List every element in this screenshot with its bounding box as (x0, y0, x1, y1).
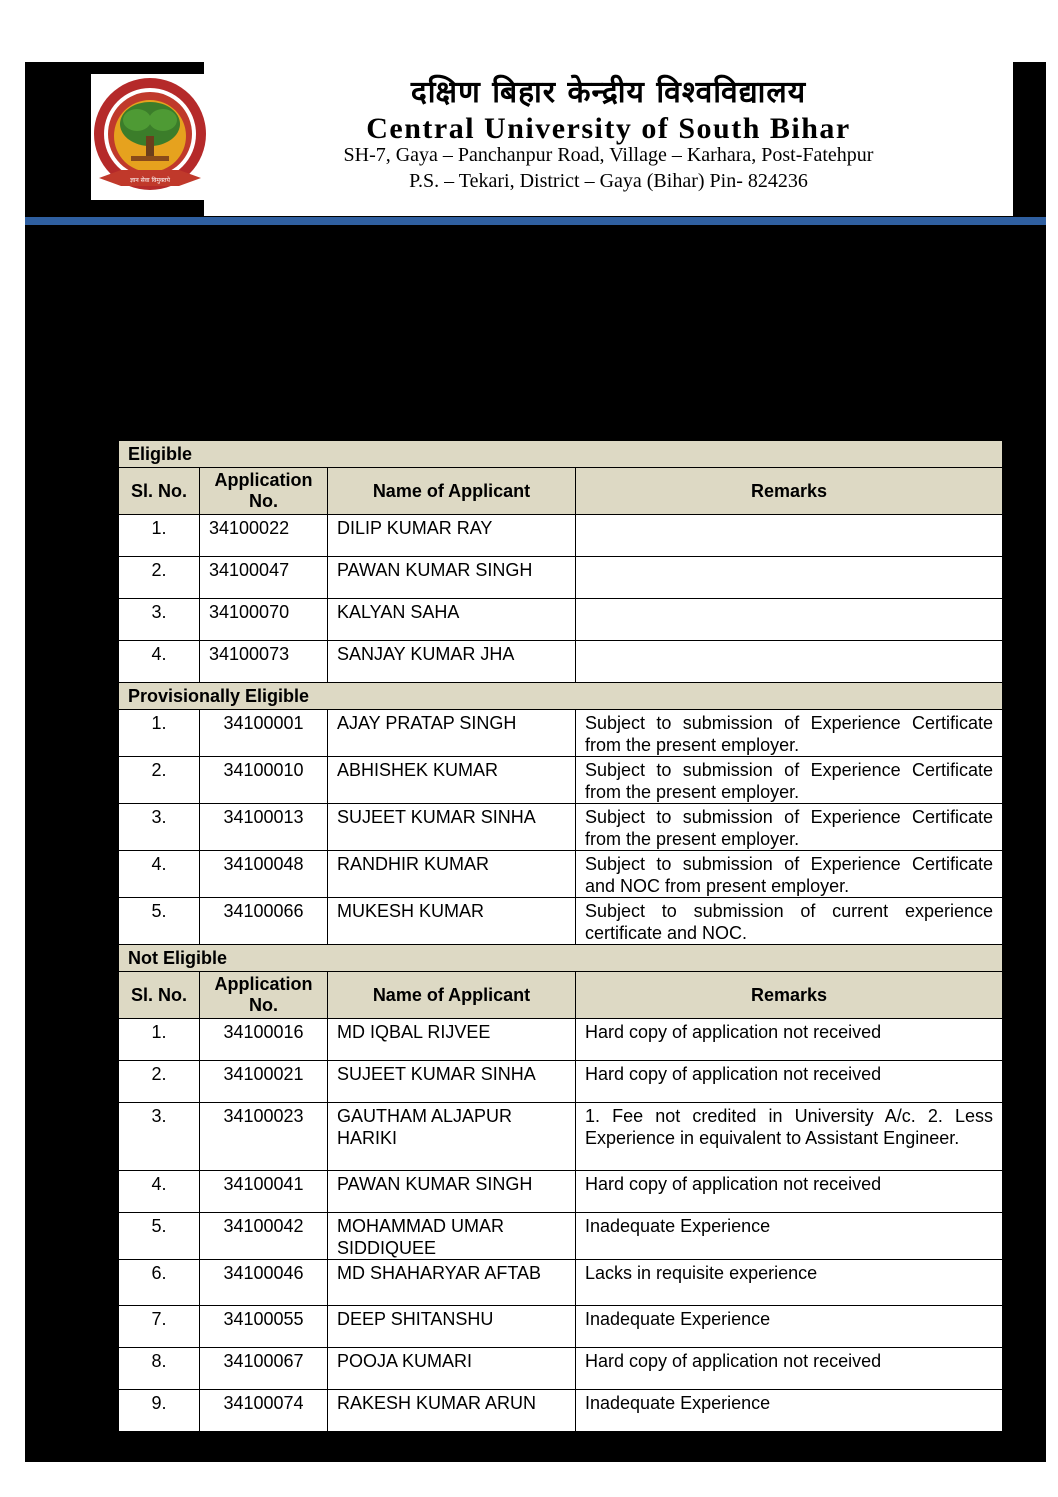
cell-app: 34100055 (200, 1306, 328, 1348)
cell-remarks: Subject to submission of Experience Certificate from the present employer. (576, 710, 1003, 757)
cell-name: GAUTHAM ALJAPUR HARIKI (328, 1103, 576, 1171)
section-header-eligible (119, 441, 1003, 468)
cell-name: PAWAN KUMAR SINGH (328, 557, 576, 599)
cell-name: SUJEET KUMAR SINHA (328, 804, 576, 851)
cell-remarks: Inadequate Experience (576, 1306, 1003, 1348)
cell-sl: 9. (119, 1390, 200, 1432)
cell-app: 34100023 (200, 1103, 328, 1171)
table-row (119, 1213, 1003, 1260)
cell-remarks: Inadequate Experience (576, 1213, 1003, 1260)
cell-app: 34100022 (200, 515, 328, 557)
cell-name: RAKESH KUMAR ARUN (328, 1390, 576, 1432)
cell-name: RANDHIR KUMAR (328, 851, 576, 898)
cell-name: MUKESH KUMAR (328, 898, 576, 945)
cell-app: 34100047 (200, 557, 328, 599)
cell-app: 34100073 (200, 641, 328, 683)
section-title: Not Eligible (119, 945, 1003, 972)
cell-name: SANJAY KUMAR JHA (328, 641, 576, 683)
table-row (119, 1171, 1003, 1213)
cell-sl: 2. (119, 757, 200, 804)
cell-app: 34100074 (200, 1390, 328, 1432)
cell-remarks: Inadequate Experience (576, 1390, 1003, 1432)
cell-sl: 2. (119, 1061, 200, 1103)
col-app: Application No. (200, 972, 328, 1019)
cell-name: MOHAMMAD UMAR SIDDIQUEE (328, 1213, 576, 1260)
university-seal-logo (91, 74, 210, 200)
cell-remarks: 1. Fee not credited in University A/c. 2. Less Experience in equivalent to Assistant Engineer. (576, 1103, 1003, 1171)
col-app: Application No. (200, 468, 328, 515)
cell-sl: 4. (119, 851, 200, 898)
section-title: Eligible (119, 441, 1003, 468)
logo-motto: ज्ञान सेवा विमुक्तये (129, 177, 171, 184)
cell-remarks: Hard copy of application not received (576, 1019, 1003, 1061)
cell-name: SUJEET KUMAR SINHA (328, 1061, 576, 1103)
cell-sl: 5. (119, 1213, 200, 1260)
col-name: Name of Applicant (328, 972, 576, 1019)
col-sl: Sl. No. (119, 972, 200, 1019)
cell-sl: 1. (119, 1019, 200, 1061)
cell-name: MD IQBAL RIJVEE (328, 1019, 576, 1061)
cell-remarks (576, 557, 1003, 599)
applicant-list-table (118, 440, 1002, 1432)
section-header-not-eligible (119, 945, 1003, 972)
table-row (119, 1390, 1003, 1432)
table-row (119, 804, 1003, 851)
column-header-row (119, 972, 1003, 1019)
cell-name: MD SHAHARYAR AFTAB (328, 1260, 576, 1306)
column-header-row (119, 468, 1003, 515)
cell-remarks: Subject to submission of Experience Certificate from the present employer. (576, 757, 1003, 804)
cell-remarks: Hard copy of application not received (576, 1348, 1003, 1390)
cell-remarks (576, 515, 1003, 557)
cell-app: 34100021 (200, 1061, 328, 1103)
cell-name: DEEP SHITANSHU (328, 1306, 576, 1348)
cell-sl: 3. (119, 599, 200, 641)
cell-remarks: Subject to submission of current experience certificate and NOC. (576, 898, 1003, 945)
cell-sl: 4. (119, 1171, 200, 1213)
header-divider (25, 217, 1046, 225)
table-row (119, 710, 1003, 757)
english-title: Central University of South Bihar (366, 112, 851, 145)
col-name: Name of Applicant (328, 468, 576, 515)
section-title: Provisionally Eligible (119, 683, 1003, 710)
table-row (119, 1348, 1003, 1390)
cell-app: 34100042 (200, 1213, 328, 1260)
cell-name: KALYAN SAHA (328, 599, 576, 641)
cell-app: 34100013 (200, 804, 328, 851)
table-row (119, 641, 1003, 683)
table-row (119, 515, 1003, 557)
cell-sl: 3. (119, 804, 200, 851)
cell-app: 34100048 (200, 851, 328, 898)
table-row (119, 1306, 1003, 1348)
cell-name: PAWAN KUMAR SINGH (328, 1171, 576, 1213)
cell-sl: 7. (119, 1306, 200, 1348)
cell-app: 34100010 (200, 757, 328, 804)
cell-name: DILIP KUMAR RAY (328, 515, 576, 557)
cell-sl: 2. (119, 557, 200, 599)
table-row (119, 898, 1003, 945)
section-header-provisional (119, 683, 1003, 710)
address-line-1: SH-7, Gaya – Panchanpur Road, Village – Karhara, Post-Fatehpur (343, 144, 874, 166)
cell-sl: 6. (119, 1260, 200, 1306)
cell-sl: 4. (119, 641, 200, 683)
table-row (119, 1019, 1003, 1061)
cell-app: 34100070 (200, 599, 328, 641)
table-row (119, 1260, 1003, 1306)
table-row (119, 851, 1003, 898)
cell-sl: 5. (119, 898, 200, 945)
cell-sl: 1. (119, 710, 200, 757)
table-row (119, 557, 1003, 599)
cell-sl: 3. (119, 1103, 200, 1171)
col-remarks: Remarks (576, 468, 1003, 515)
cell-remarks (576, 641, 1003, 683)
cell-sl: 1. (119, 515, 200, 557)
table-row (119, 599, 1003, 641)
table-row (119, 757, 1003, 804)
cell-remarks: Hard copy of application not received (576, 1061, 1003, 1103)
cell-remarks: Subject to submission of Experience Certificate from the present employer. (576, 804, 1003, 851)
cell-app: 34100067 (200, 1348, 328, 1390)
cell-name: POOJA KUMARI (328, 1348, 576, 1390)
cell-app: 34100046 (200, 1260, 328, 1306)
cell-remarks: Lacks in requisite experience (576, 1260, 1003, 1306)
cell-sl: 8. (119, 1348, 200, 1390)
cell-app: 34100001 (200, 710, 328, 757)
col-remarks: Remarks (576, 972, 1003, 1019)
table-row (119, 1061, 1003, 1103)
cell-app: 34100066 (200, 898, 328, 945)
table-row (119, 1103, 1003, 1171)
col-sl: Sl. No. (119, 468, 200, 515)
cell-remarks (576, 599, 1003, 641)
cell-name: ABHISHEK KUMAR (328, 757, 576, 804)
cell-remarks: Hard copy of application not received (576, 1171, 1003, 1213)
cell-remarks: Subject to submission of Experience Certificate and NOC from present employer. (576, 851, 1003, 898)
address-line-2: P.S. – Tekari, District – Gaya (Bihar) Pin- 824236 (409, 170, 808, 192)
cell-app: 34100041 (200, 1171, 328, 1213)
cell-app: 34100016 (200, 1019, 328, 1061)
hindi-title: दक्षिण बिहार केन्द्रीय विश्वविद्यालय (410, 75, 807, 110)
cell-name: AJAY PRATAP SINGH (328, 710, 576, 757)
